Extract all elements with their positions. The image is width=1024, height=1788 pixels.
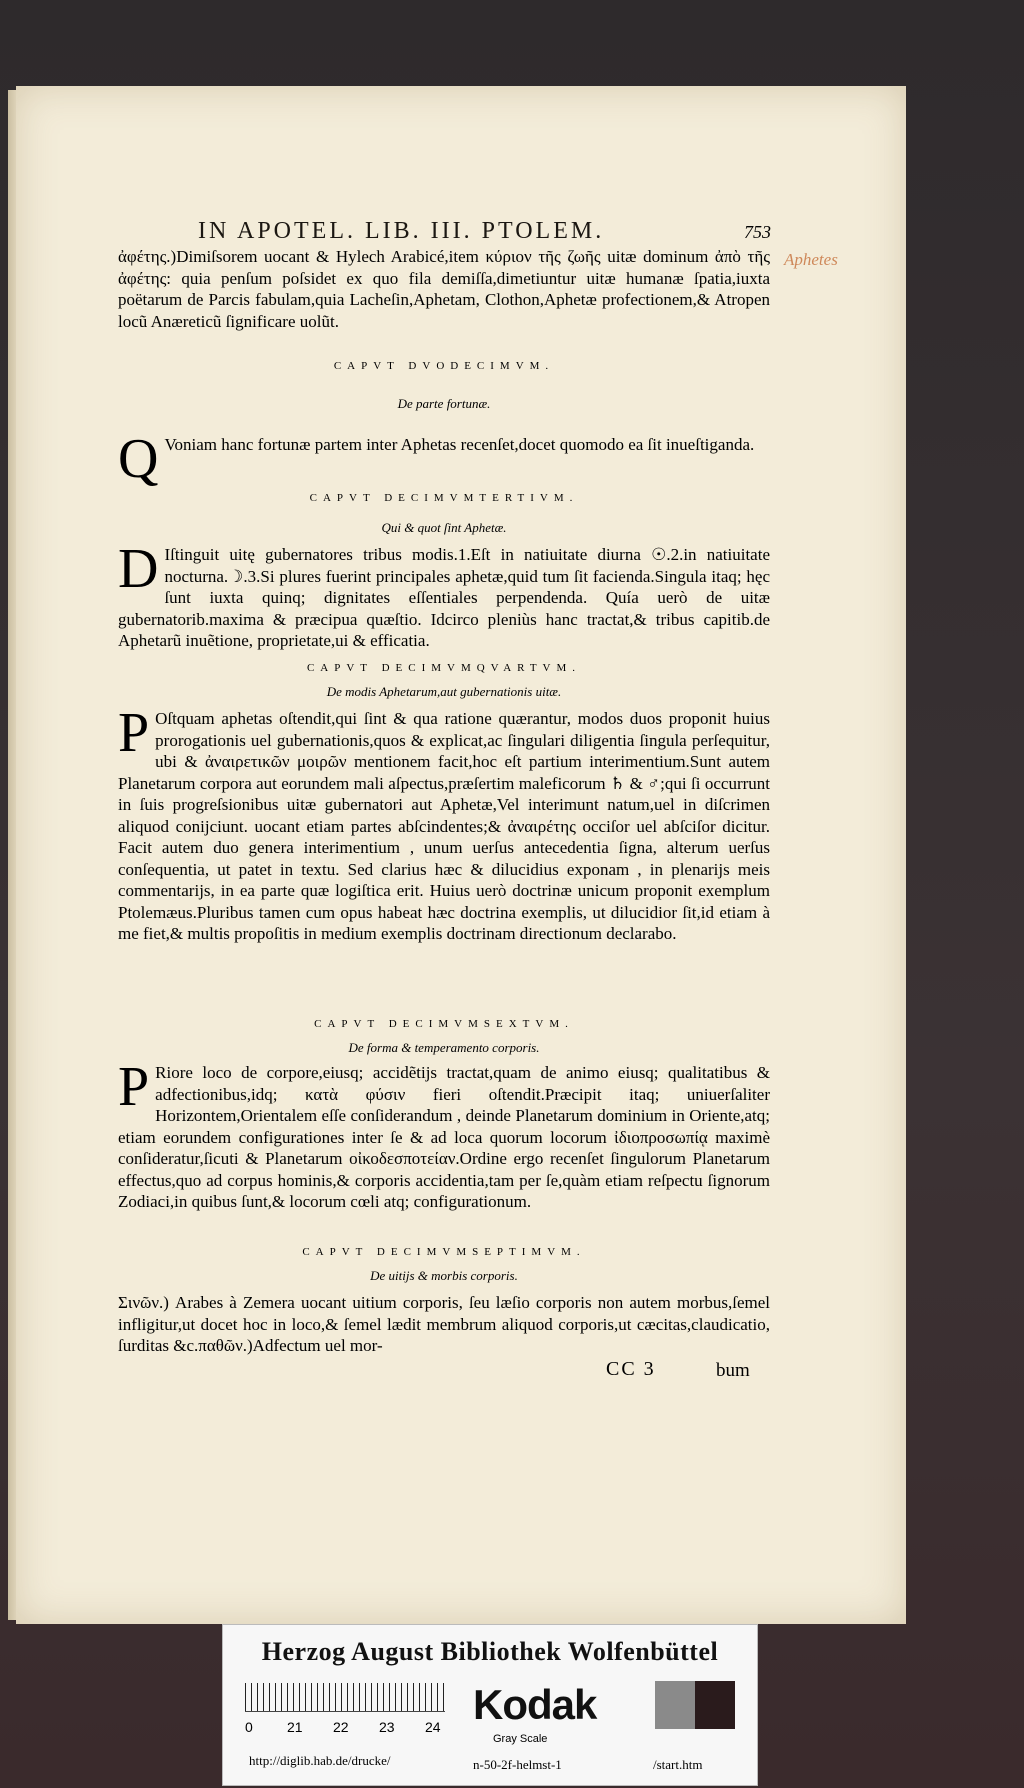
library-title: Herzog August Bibliothek Wolfenbüttel: [261, 1637, 719, 1666]
chapter-17-subtitle: De uitijs & morbis corporis.: [370, 1268, 518, 1283]
ruler-label: 0: [245, 1719, 253, 1735]
ruler-label: 21: [287, 1719, 303, 1735]
drop-cap: D: [118, 538, 159, 600]
signature-mark: CC 3: [606, 1358, 656, 1380]
chapter-14-paragraph: [118, 702, 770, 945]
chapter-12-text: Voniam hanc fortunæ partem inter Aphetas recenſet,docet quomodo ea ſit inueſtiganda.: [164, 435, 755, 454]
chapter-16-paragraph: [118, 1056, 770, 1213]
chapter-13-subtitle: Qui & quot ſint Aphetæ.: [381, 520, 507, 535]
intro-paragraph: ἀφέτης.)Dimiſsorem uocant & Hylech Arabicé,item κύριον τῆς ζωῆς uitæ dominum ἀπὸ τῆς ἀφέτης: quia penſum poſsidet ex quo fila demiſſa,dimetiuntur uitæ humanæ ſpatia,iuxta poëtarum de Parcis fabulam,quia Lacheſin,Aphetam, Clothon,Aphetæ profectionem,& Atropen locũ Anæreticũ ſignificare uolũt.: [118, 247, 770, 331]
chapter-13-text: Iſtinguit uitę gubernatores tribus modis.1.Eſt in natiuitate diurna ☉.2.in natiuitate nocturna.☽.3.Si plures fuerint principales aphetæ,quid tum ſit facienda.Singula itaq; hęc ſunt iuxta quinq; dignitates eſſentiales perpendenda. Quía uerò de uitæ gubernatorib.maxima & præcipua quæſtio. Idcirco pleniùs hanc tractat,& tribus capitib.de Aphetarũ inuẽtione, proprietate,ui & efficatia.: [118, 545, 770, 650]
chapter-17-paragraph: Σινῶν.) Arabes à Zemera uocant uitium corporis, ſeu læſio corporis non autem morbus,ſemel infligitur,ut docet hoc in loco,& ſemel lædit membrum aliquod corporis,ut cæcitas,claudicatio, ſurditas &c.παθῶν.)Adfectum uel mor-: [118, 1293, 770, 1355]
url-id: n-50-2f-helmst-1: [473, 1757, 562, 1772]
measurement-ruler: [245, 1683, 445, 1712]
gray-scale-label: Gray Scale: [493, 1733, 548, 1745]
ruler-label: 23: [379, 1719, 395, 1735]
chapter-12-subtitle: De parte fortunæ.: [397, 396, 491, 411]
kodak-logo: Kodak: [473, 1681, 597, 1728]
chapter-13-title: CAPVT DECIMVMTERTIVM.: [309, 492, 579, 504]
chapter-13-paragraph: [118, 538, 770, 652]
page-number: 753: [744, 222, 771, 242]
chapter-12-title: CAPVT DVODECIMVM.: [333, 360, 555, 372]
chapter-16-subtitle: De forma & temperamento corporis.: [348, 1040, 540, 1055]
url-base: http://diglib.hab.de/drucke/: [249, 1753, 391, 1768]
chapter-16-text: Riore loco de corpore,eiusq; accidẽtijs tractat,quam de animo eiusq; qualitatibus & adfectionibus,idq; κατὰ φύσιν fieri oſtendit.Præcipit itaq; uniuerſaliter Horizontem,Orientalem eſſe conſiderandum , deinde Planetarum dominium in Oriente,atq; etiam eorundem configurationes inter ſe & ad loca quorum locorum ἰδιοπροσωπίᾳ maximè conſideratur,ſicuti & Planetarum οἰκοδεσποτείαν.Ordine ergo recenſet ſingulorum Planetarum effectus,quo ad corpus hominis,& corporis accidentia,tam per ſe,quàm etiam reſpectu ſignorum Zodiaci,in quibus ſunt,& locorum cœli atq; configurationum.: [118, 1063, 770, 1211]
chapter-14-title: CAPVT DECIMVMQVARTVM.: [306, 662, 582, 674]
color-calibration-card: [222, 1624, 758, 1786]
drop-cap: P: [118, 702, 150, 764]
drop-cap: P: [118, 1056, 150, 1118]
chapter-16-title: CAPVT DECIMVMSEXTVM.: [314, 1018, 574, 1030]
url-suffix: /start.htm: [653, 1757, 703, 1772]
drop-cap: Q: [118, 428, 159, 490]
catchword: bum: [716, 1360, 750, 1381]
chapter-14-text: Oſtquam aphetas oſtendit,qui ſint & qua ratione quærantur, modos duos proponit huius prorogationis uel gubernationis,quos & explicat,ac ſingulari diligentia ſingula perſequitur, ubi & ἀναιρετικῶν μοιρῶν mentionem facit,hoc eſt partium interimentium.Sunt autem Planetarum corpora aut eorundem mali aſpectus,præſertim maleficorum ♄ & ♂;qui ſi occurrunt in ſuis progreſsionibus uitæ gubernatori aut Aphetæ,Vel interimunt natum,uel in diſcrimen aliquod conijciunt. uocant etiam partes abſcindentes;& ἀναιρέτης occiſor uel abſciſor dicitur. Facit autem duo genera interimentium , unum uerſus antecedentia ſigna, alterum uerſus conſequentia, ut patet in textu. Sed clarius hæc & dilucidius exponam , in plenarijs meis commentarijs, in ea parte quæ logiſtica erit. Huius uerò doctrinæ unicum proponit exemplum Ptolemæus.Pluribus tamen cum opus habeat hæc doctrina exemplis, ut dilucidior ſit,id etiam à me fiet,& multis propoſitis in medium exemplis doctrinam directionum declarabo.: [118, 709, 770, 943]
chapter-14-subtitle: De modis Aphetarum,aut gubernationis uitæ.: [326, 684, 562, 699]
ruler-label: 24: [425, 1719, 441, 1735]
margin-annotation: Aphetes: [784, 250, 838, 269]
running-head: IN APOTEL. LIB. III. PTOLEM.: [198, 218, 605, 244]
ruler-label: 22: [333, 1719, 349, 1735]
gray-swatch: [655, 1681, 695, 1729]
chapter-12-paragraph: [118, 428, 770, 490]
chapter-17-title: CAPVT DECIMVMSEPTIMVM.: [302, 1246, 586, 1258]
dark-swatch: [695, 1681, 735, 1729]
